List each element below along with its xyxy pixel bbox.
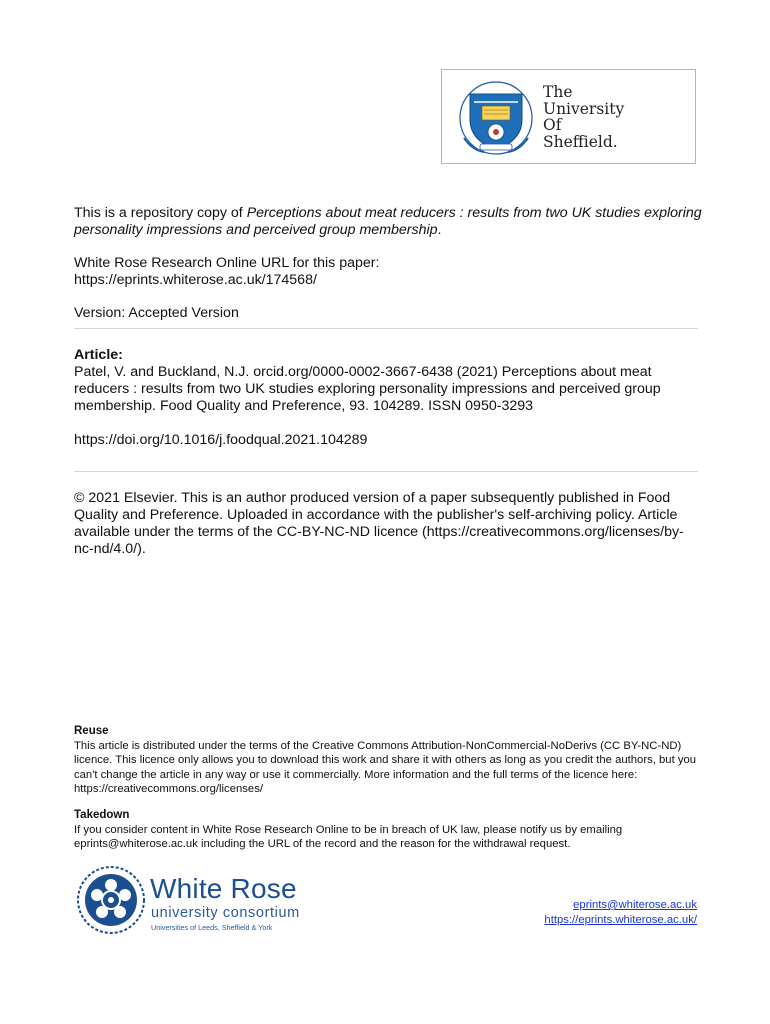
paper-url[interactable]: https://eprints.whiterose.ac.uk/174568/ <box>74 272 317 288</box>
university-name-line2: University <box>543 99 625 118</box>
white-rose-emblem-icon <box>76 865 146 935</box>
divider <box>74 471 698 472</box>
contact-links <box>544 898 697 928</box>
white-rose-title: White Rose <box>150 873 297 904</box>
reuse-heading: Reuse <box>74 725 109 737</box>
white-rose-universities: Universities of Leeds, Sheffield & York <box>151 923 273 932</box>
copyright-text: © 2021 Elsevier. This is an author produced version of a paper subsequently published in Food Quality and Preference. Uploaded in accordance with the publisher's self-archiving policy. Article available under the terms of the CC-BY-NC-ND licence (https://creativecommons.org/licenses/by-nc-nd/4.0/). <box>74 490 684 557</box>
reuse-text: This article is distributed under the terms of the Creative Commons Attribution-NonCommercial-NoDerivs (CC BY-NC-ND) licence. This licence only allows you to download this work and share it with others as long as you credit the authors, but you can't change the article in any way or use it commercially. More information and the full terms of the licence here: https://creativecommons.org/licenses/ <box>74 740 697 795</box>
divider <box>74 328 698 329</box>
doi-link[interactable]: https://doi.org/10.1016/j.foodqual.2021.104289 <box>74 432 368 448</box>
university-logo <box>441 69 696 164</box>
university-name-line3: Of <box>543 116 562 134</box>
article-block <box>74 347 699 415</box>
version-text: Version: Accepted Version <box>74 305 239 321</box>
intro-suffix: . <box>437 222 442 238</box>
paper-title: Perceptions about meat reducers : results from two UK studies exploring personality impressions and perceived group membership <box>74 205 702 238</box>
takedown-text: If you consider content in White Rose Research Online to be in breach of UK law, please notify us by emailing eprints@whiterose.ac.uk including the URL of the record and the reason for the withdrawal request. <box>74 824 623 851</box>
article-heading: Article: <box>74 347 123 363</box>
repository-intro <box>74 205 704 239</box>
contact-website-link[interactable]: https://eprints.whiterose.ac.uk/ <box>544 914 697 926</box>
url-label: White Rose Research Online URL for this paper: <box>74 255 380 271</box>
takedown-heading: Takedown <box>74 809 130 821</box>
university-name-line4: Sheffield. <box>543 132 618 151</box>
contact-email-link[interactable]: eprints@whiterose.ac.uk <box>573 899 697 911</box>
university-name <box>543 84 624 150</box>
university-crest-icon <box>458 80 534 156</box>
intro-prefix: This is a repository copy of <box>74 205 247 221</box>
white-rose-subtitle: university consortium <box>151 905 300 921</box>
university-name-line1: The <box>543 83 573 101</box>
article-citation: Patel, V. and Buckland, N.J. orcid.org/0000-0002-3667-6438 (2021) Perceptions about meat reducers : results from two UK studies exploring personality impressions and perceived group membership. Food Quality and Preference, 93. 104289. ISSN 0950-3293 <box>74 364 661 414</box>
url-block <box>74 255 699 289</box>
